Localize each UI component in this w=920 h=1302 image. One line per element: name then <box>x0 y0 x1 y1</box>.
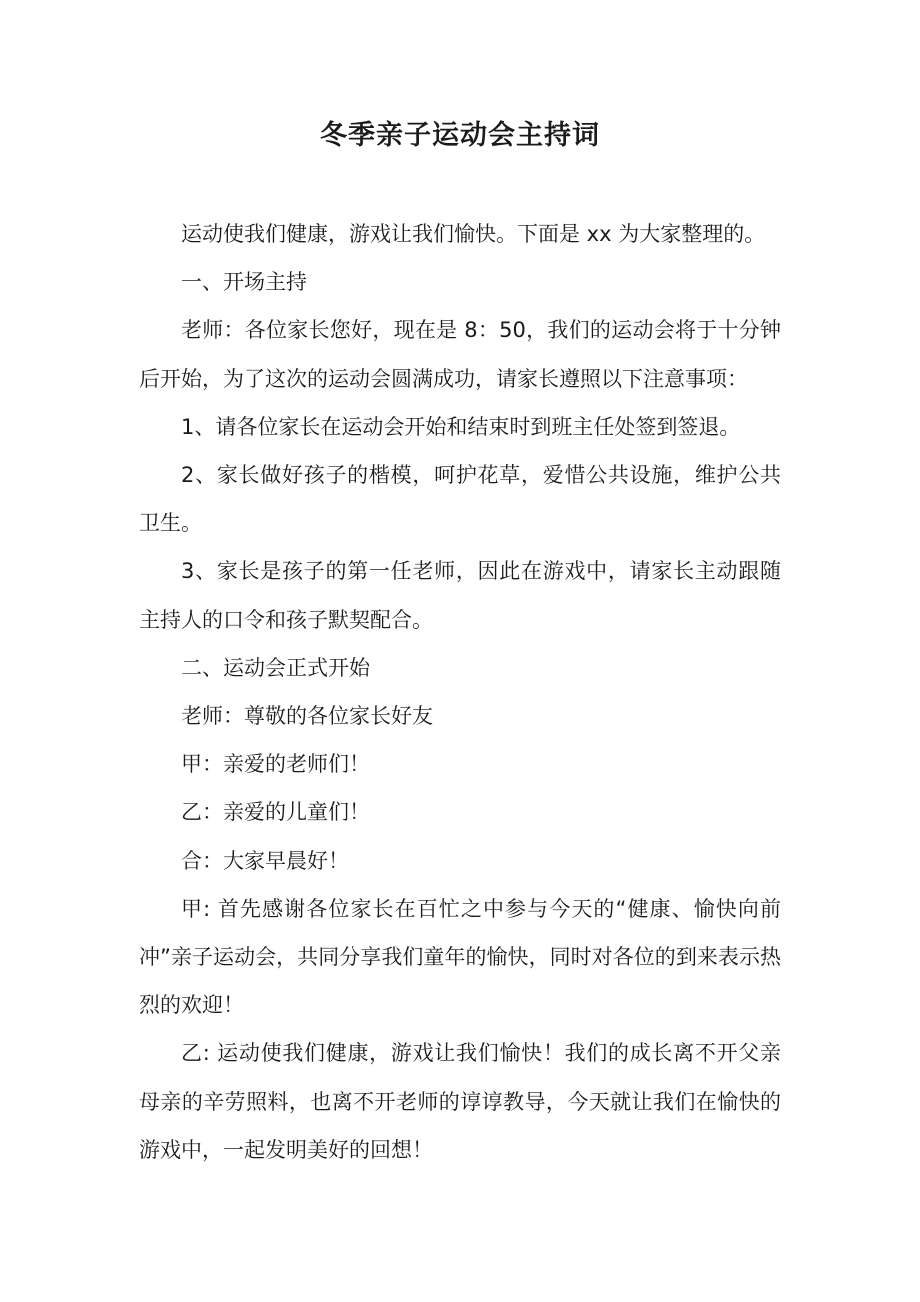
document-body <box>139 210 781 1174</box>
line-together-greeting: 合：大家早晨好！ <box>181 848 349 873</box>
paragraph-host-b-speech: 乙: 运动使我们健康，游戏让我们愉快！我们的成长离不开父亲母亲的辛劳照料，也离不开老师的谆谆教导，今天就让我们在愉快的游戏中，一起发明美好的回想！ <box>139 1041 781 1162</box>
paragraph-host-a-thanks: 甲: 首先感谢各位家长在百忙之中参与今天的“健康、愉快向前冲”亲子运动会，共同分享我们童年的愉快，同时对各位的到来表示热烈的欢迎！ <box>139 896 781 1018</box>
document-title: 冬季亲子运动会主持词 <box>320 120 600 151</box>
line-teacher-greeting: 老师：尊敬的各位家长好友 <box>181 704 433 729</box>
paragraph-teacher-notice: 老师：各位家长您好，现在是 8：50，我们的运动会将于十分钟后开始，为了这次的运动会圆满成功，请家长遵照以下注意事项： <box>139 318 781 391</box>
section-heading-opening: 一、开场主持 <box>181 270 307 295</box>
section-heading-start: 二、运动会正式开始 <box>181 655 370 680</box>
notice-item-1: 1、请各位家长在运动会开始和结束时到班主任处签到签退。 <box>181 414 741 439</box>
line-host-b-greeting: 乙：亲爱的儿童们！ <box>181 800 370 825</box>
line-host-a-greeting: 甲：亲爱的老师们！ <box>181 752 370 777</box>
notice-item-2: 2、家长做好孩子的楷模，呵护花草，爱惜公共设施，维护公共卫生。 <box>139 463 781 536</box>
paragraph-intro: 运动使我们健康，游戏让我们愉快。下面是 xx 为大家整理的。 <box>181 222 766 246</box>
notice-item-3: 3、家长是孩子的第一任老师，因此在游戏中，请家长主动跟随主持人的口令和孩子默契配合。 <box>139 559 781 632</box>
